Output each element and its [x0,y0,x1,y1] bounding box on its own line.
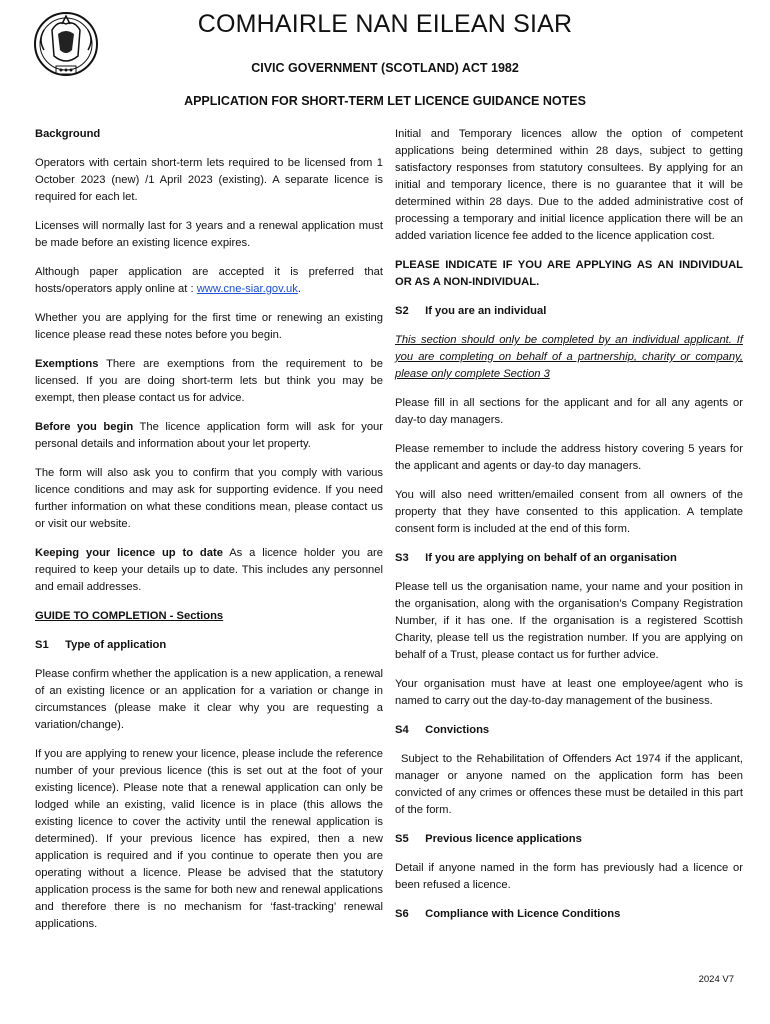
section-title: If you are applying on behalf of an organisation [425,552,677,564]
individual-notice: PLEASE INDICATE IF YOU ARE APPLYING AS AN INDIVIDUAL OR AS A NON-INDIVIDUAL. [395,259,743,288]
before-you-begin-label: Before you begin [35,421,134,433]
section-s1-heading [35,637,383,654]
section-number: S2 [395,305,409,317]
keeping-up-to-date-paragraph [35,545,383,596]
paragraph: You will also need written/emailed consent from all owners of the property that they have consented to this application. A template consent form is included at the end of this form. [395,489,743,535]
section-number: S1 [35,639,49,651]
council-website-link[interactable]: www.cne-siar.gov.uk [196,283,298,295]
council-name-title: COMHAIRLE NAN EILEAN SIAR [197,10,573,38]
paragraph: Subject to the Rehabilitation of Offenders Act 1974 if the applicant, manager or anyone named on the application form has been convicted of any crimes or offences these must be detailed in this part of the form. [395,753,743,816]
guide-heading: GUIDE TO COMPLETION - Sections [35,610,224,622]
keeping-up-to-date-label: Keeping your licence up to date [35,547,223,559]
paragraph: Whether you are applying for the first time or renewing an existing licence please read these notes before you begin. [35,312,383,341]
section-s5-heading [395,831,743,848]
paragraph: Licenses will normally last for 3 years and a renewal application must be made before an existing licence expires. [35,220,383,249]
section-s3-heading [395,550,743,567]
paragraph: Please remember to include the address history covering 5 years for the applicant and agents or day-to day managers. [395,443,743,472]
exemptions-paragraph [35,356,383,407]
exemptions-text: There are exemptions from the requirement to be licensed. If you are doing short-term lets but think you may be exempt, then please contact us for advice. [35,358,383,404]
section-title: Type of application [65,639,167,651]
paragraph: Detail if anyone named in the form has previously had a licence or been refused a licence. [395,862,743,891]
document-title: APPLICATION FOR SHORT-TERM LET LICENCE GUIDANCE NOTES [184,94,586,108]
section-number: S6 [395,908,409,920]
right-column [395,126,743,935]
apply-online-paragraph [35,264,383,298]
before-you-begin-paragraph [35,419,383,453]
section-title: Convictions [425,724,490,736]
apply-online-text: Although paper application are accepted it is preferred that hosts/operators apply online at : [35,266,383,295]
paragraph: Operators with certain short-term lets required to be licensed from 1 October 2023 (new) /1 April 2023 (existing). A separate licence is required for each let. [35,157,383,203]
section-s6-heading [395,906,743,923]
section-number: S4 [395,724,409,736]
section-title: Compliance with Licence Conditions [425,908,621,920]
keeping-up-to-date-text: As a licence holder you are required to keep your details up to date. This includes any personnel and email addresses. [35,547,383,593]
paragraph: Please confirm whether the application is a new application, a renewal of an existing licence or an application for a variation or change in circumstances (please make it clear why you are requesting a variation/change). [35,668,383,731]
section-number: S3 [395,552,409,564]
left-column [35,126,383,945]
background-heading: Background [35,128,101,140]
paragraph: Your organisation must have at least one employee/agent who is named to carry out the day-to-day management of the business. [395,678,743,707]
act-title: CIVIC GOVERNMENT (SCOTLAND) ACT 1982 [251,61,519,75]
paragraph: If you are applying to renew your licence, please include the reference number of your previous licence (this is set out at the foot of your existing licence). Please note that a renewal application can only be lodged while an existing, valid licence is in place (this allows the existing licence to cover the activity until the renewal application is determined). If your previous licence has expired, then a new application is required and if you continue to operate then you are operating without a licence. Please be advised that the statutory application process is the same for both new and renewal applications and therefore there is no mechanism for ‘fast-tracking’ renewal applications. [35,748,383,930]
version-footer: 2024 V7 [698,974,734,985]
individual-note: This section should only be completed by an individual applicant. If you are completing on behalf of a partnership, charity or company, please only complete Section 3 [395,334,743,380]
section-title: If you are an individual [425,305,547,317]
section-number: S5 [395,833,409,845]
section-s4-heading [395,722,743,739]
section-title: Previous licence applications [425,833,582,845]
paragraph: Initial and Temporary licences allow the option of competent applications being determined within 28 days, subject to getting satisfactory responses from statutory consultees. By applying for an initial and temporary licence, there is no guarantee that it will be determined within 28 days. Due to the added administrative cost of processing a temporary and initial licence application there will be an added variation licence fee added to the licence application cost. [395,128,743,242]
apply-online-end: . [297,283,301,295]
before-you-begin-text: The licence application form will ask for your personal details and information about your let property. [35,421,383,450]
paragraph: Please tell us the organisation name, your name and your position in the organisation, along with the organisation’s Company Registration Number, if it has one. If the organisation is a registered Scottish Charity, please tell us the registration number. If you are applying on behalf of a Trust, please contact us for further advice. [395,581,743,661]
paragraph: Please fill in all sections for the applicant and for all any agents or day-to day managers. [395,397,743,426]
exemptions-label: Exemptions [35,358,99,370]
section-s2-heading [395,303,743,320]
paragraph: The form will also ask you to confirm that you comply with various licence conditions and may ask for supporting evidence. If you need further information on what these conditions mean, please contact us or visit our website. [35,467,383,530]
